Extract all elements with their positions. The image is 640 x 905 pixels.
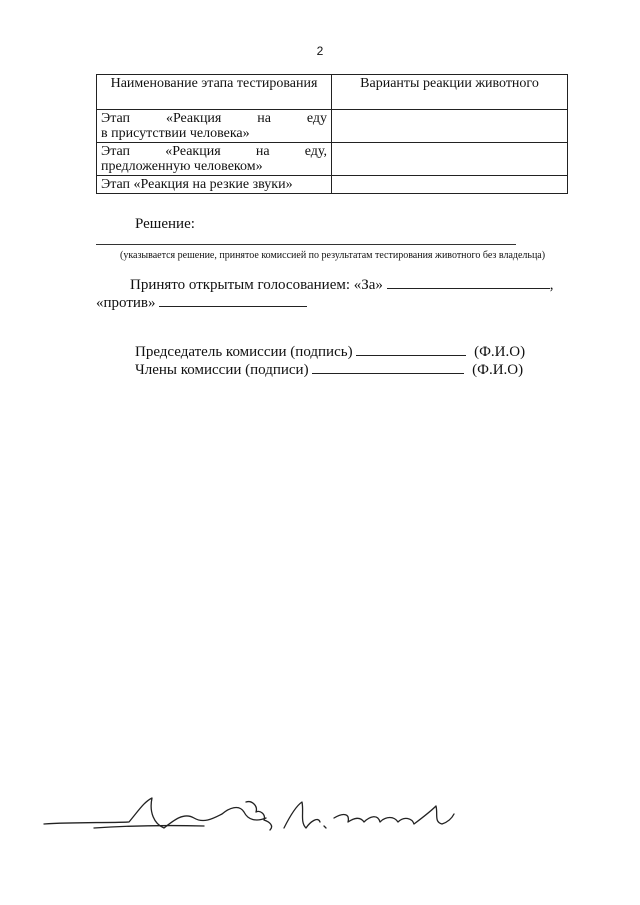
stage-line: предложенную человеком»	[101, 159, 263, 174]
reaction-cell	[332, 143, 568, 176]
signature-stroke	[284, 802, 326, 828]
reaction-cell	[332, 110, 568, 143]
stage-name-cell	[97, 143, 332, 176]
stage-word: Этап	[101, 111, 131, 126]
stage-name-cell: Этап «Реакция на резкие звуки»	[97, 176, 332, 194]
handwritten-signatures	[34, 792, 474, 842]
members-signature-blank	[312, 361, 464, 374]
page-number: 2	[316, 44, 324, 58]
members-label: Члены комиссии (подписи)	[135, 362, 309, 378]
signature-stroke	[334, 806, 454, 824]
stage-word: Этап	[101, 144, 131, 159]
stage-line: в присутствии человека»	[101, 126, 250, 141]
decision-blank-line	[96, 244, 516, 245]
stage-line	[101, 111, 327, 126]
chairman-signature-blank	[356, 343, 466, 356]
decision-hint: (указывается решение, принятое комиссией по результатам тестирования животного без владельца)	[120, 250, 546, 261]
members-signature-line	[135, 361, 523, 379]
table-row	[97, 176, 568, 194]
members-fio: (Ф.И.О)	[472, 362, 524, 378]
vote-against-label: «против»	[96, 295, 156, 311]
vote-against-blank	[159, 294, 307, 307]
vote-for-comma: ,	[549, 277, 554, 293]
signature-stroke	[94, 826, 204, 828]
table-row	[97, 110, 568, 143]
stage-word: на	[255, 144, 270, 159]
vote-for-blank	[387, 276, 550, 289]
signature-stroke	[246, 802, 272, 830]
signature-stroke	[44, 798, 266, 828]
reaction-cell	[332, 176, 568, 194]
stage-line	[101, 144, 327, 159]
stage-word: «Реакция	[165, 111, 222, 126]
table-header-row	[97, 75, 568, 110]
stage-word: еду	[306, 111, 327, 126]
chairman-fio: (Ф.И.О)	[474, 344, 526, 360]
stage-word: «Реакция	[165, 144, 221, 159]
vote-for-label: Принято открытым голосованием: «За»	[130, 277, 383, 293]
vote-against-line	[96, 294, 307, 312]
chairman-signature-line	[135, 343, 525, 361]
table-row	[97, 143, 568, 176]
vote-for-line	[130, 276, 570, 294]
stage-word: еду,	[304, 144, 327, 159]
header-reaction-variants: Варианты реакции животного	[332, 75, 568, 110]
header-stage-name: Наименование этапа тестирования	[97, 75, 332, 110]
testing-stages-table	[96, 74, 568, 194]
chairman-label: Председатель комиссии (подпись)	[135, 344, 353, 360]
stage-word: на	[257, 111, 271, 126]
stage-name-cell	[97, 110, 332, 143]
decision-label: Решение:	[135, 216, 195, 232]
